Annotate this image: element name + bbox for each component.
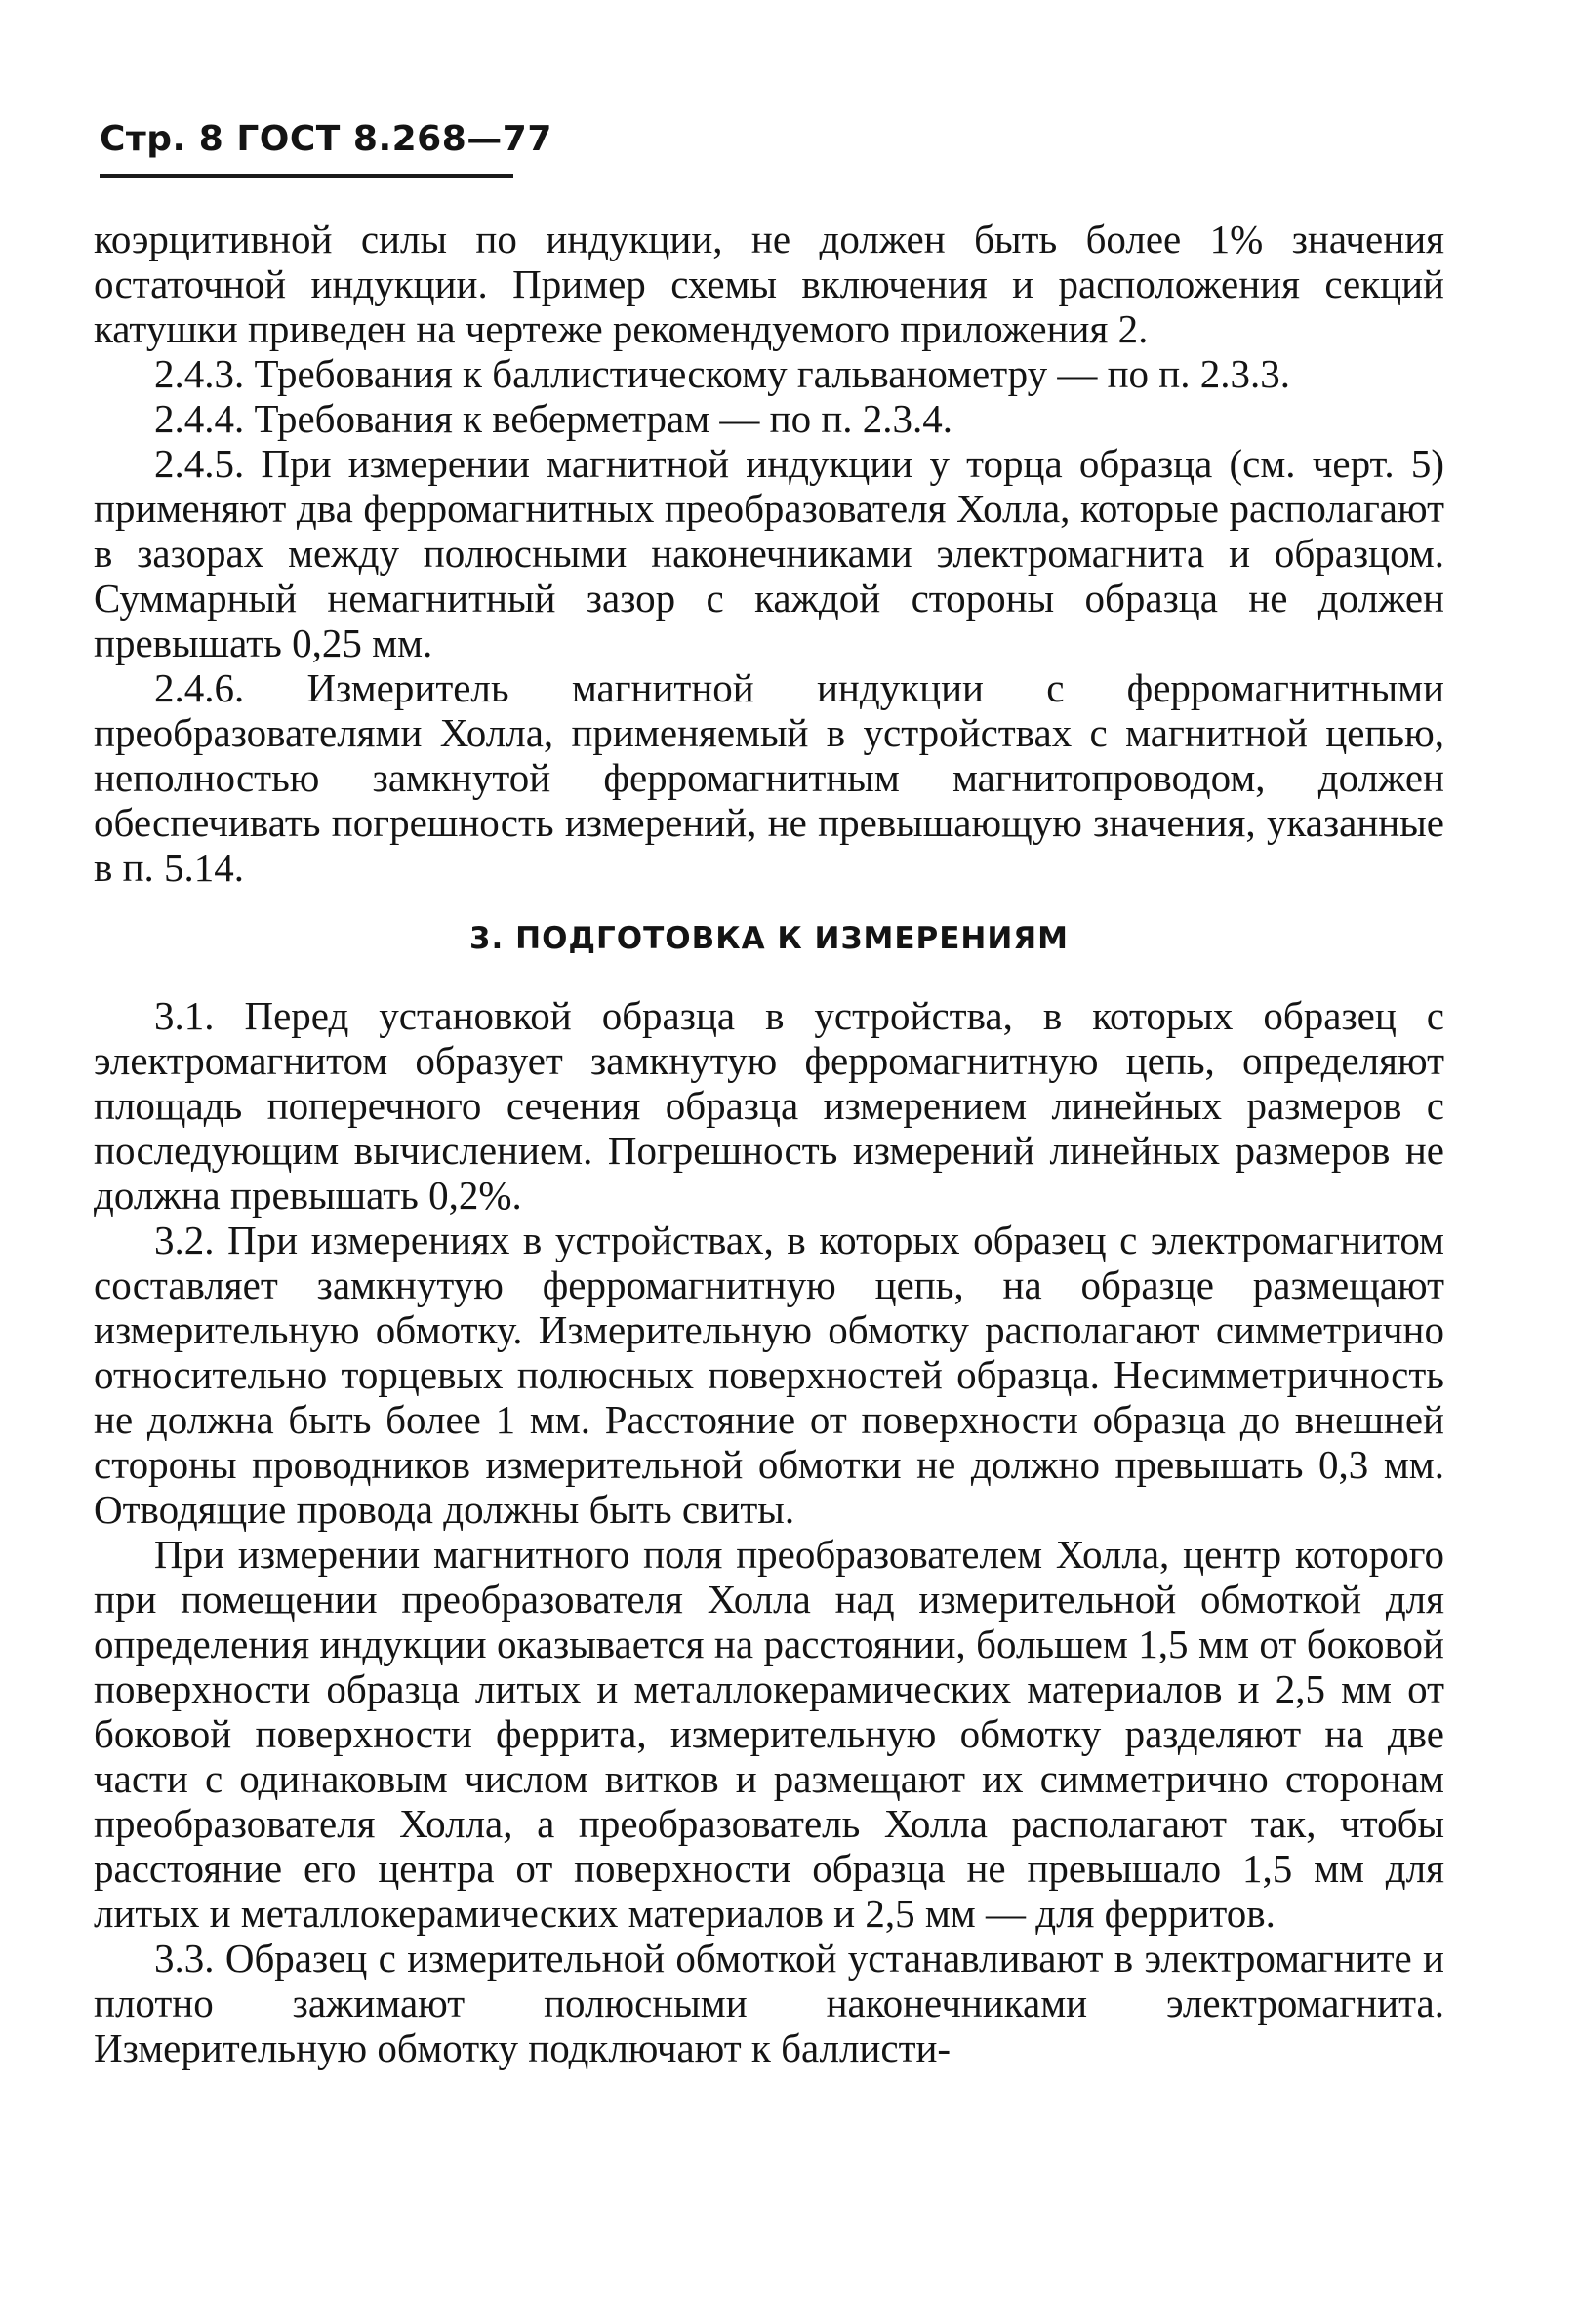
paragraph-3-3: 3.3. Образец с измерительной обмоткой устанавливают в электромагните и плотно зажимают полюсными наконечниками электромагнита. Измерительную обмотку подключают к баллисти- xyxy=(94,1936,1444,2070)
paragraph-2-4-5: 2.4.5. При измерении магнитной индукции у торца образца (см. черт. 5) применяют два ферромагнитных преобразователя Холла, которые располагают в зазорах между полюсными наконечниками электромагнита и образцом. Суммарный немагнитный зазор с каждой стороны образца не должен превышать 0,25 мм. xyxy=(94,441,1444,665)
paragraph-2-4-4: 2.4.4. Требования к веберметрам — по п. 2.3.4. xyxy=(154,396,953,441)
paragraph-3-2: 3.2. При измерениях в устройствах, в которых образец с электромагнитом составляет замкнутую ферромагнитную цепь, на образце размещают измерительную обмотку. Измерительную обмотку располагают симметрично относительно торцевых полюсных поверхностей образца. Несимметричность не должна быть более 1 мм. Расстояние от поверхности образца до внешней стороны проводников измерительной обмотки не должно превышать 0,3 мм. Отводящие провода должны быть свиты. xyxy=(94,1218,1444,1532)
paragraph-2-4-3: 2.4.3. Требования к баллистическому гальванометру — по п. 2.3.3. xyxy=(154,351,1290,396)
paragraph-2-4-6: 2.4.6. Измеритель магнитной индукции с ферромагнитными преобразователями Холла, применяемый в устройствах с магнитной цепью, неполностью замкнутой ферромагнитным магнитопроводом, должен обеспечивать погрешность измерений, не превышающую значения, указанные в п. 5.14. xyxy=(94,665,1444,890)
paragraph-3-1: 3.1. Перед установкой образца в устройства, в которых образец с электромагнитом образует замкнутую ферромагнитную цепь, определяют площадь поперечного сечения образца измерением линейных размеров с последующим вычислением. Погрешность измерений линейных размеров не должна превышать 0,2%. xyxy=(94,993,1444,1218)
paragraph-hall-sensor: При измерении магнитного поля преобразователем Холла, центр которого при помещении преобразователя Холла над измерительной обмоткой для определения индукции оказывается на расстоянии, большем 1,5 мм от боковой поверхности образца литых и металлокерамических материалов и 2,5 мм от боковой поверхности феррита, измерительную обмотку разделяют на две части с одинаковым числом витков и размещают их симметрично сторонам преобразователя Холла, а преобразователь Холла располагают так, чтобы расстояние его центра от поверхности образца не превышало 1,5 мм для литых и металлокерамических материалов и 2,5 мм — для ферритов. xyxy=(94,1532,1444,1936)
paragraph-continuation: коэрцитивной силы по индукции, не должен быть более 1% значения остаточной индукции. Пример схемы включения и расположения секций катушки приведен на чертеже рекомендуемого приложения 2. xyxy=(94,217,1444,351)
section-heading: 3. ПОДГОТОВКА К ИЗМЕРЕНИЯМ xyxy=(468,921,1070,956)
page-header: Стр. 8 ГОСТ 8.268—77 xyxy=(100,119,552,159)
body-text xyxy=(94,217,1444,2070)
header-rule xyxy=(100,174,513,178)
